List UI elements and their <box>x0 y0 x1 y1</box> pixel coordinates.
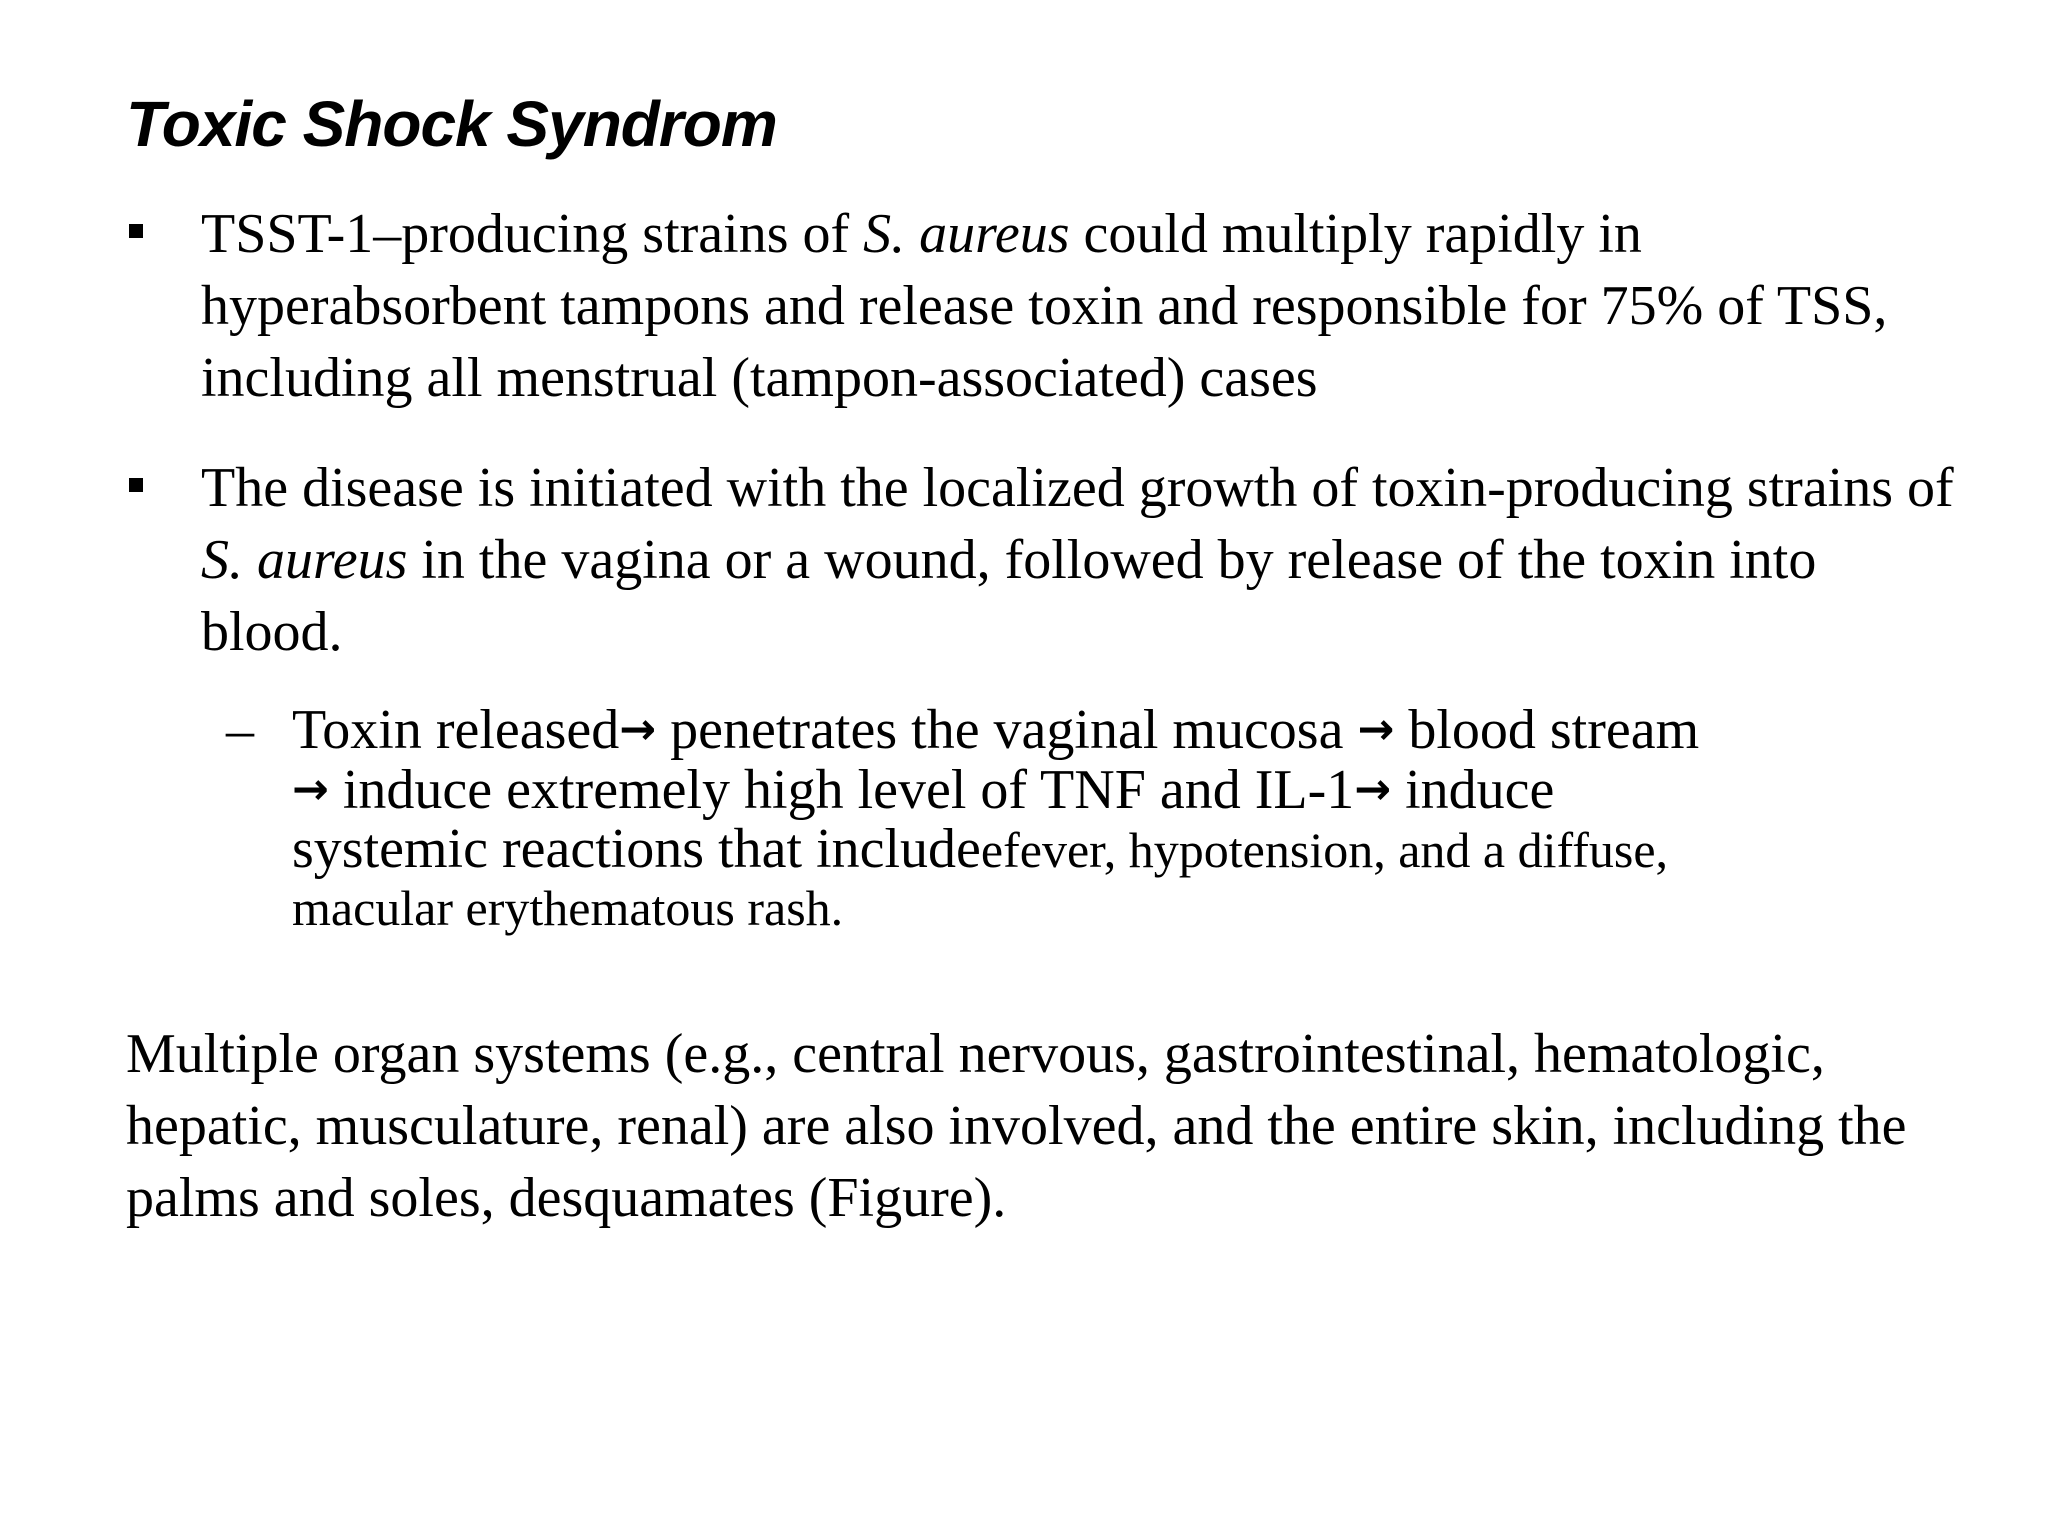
sub-bullet-line <box>292 760 1952 820</box>
slide-title: Toxic Shock Syndrom <box>126 88 777 160</box>
bullet-text-part: TSST-1–producing strains of <box>201 203 864 265</box>
sub-text-part: blood stream <box>1394 699 1700 761</box>
bullet-text <box>201 452 1961 668</box>
right-arrow-icon: → <box>292 764 329 815</box>
bullet-text <box>201 198 1961 414</box>
bullet-text-part: The disease is initiated with the localized growth of toxin-producing strains of <box>201 457 1954 519</box>
dash-bullet-icon: – <box>226 699 254 761</box>
bullet-text-part: could multiply rapidly in hyperabsorbent tampons and release toxin and responsible for 75% of TSS, including all menstrual (tampon-associated) cases <box>201 203 1888 409</box>
square-bullet-icon <box>129 478 143 492</box>
right-arrow-icon: → <box>1357 704 1395 755</box>
bullet-text-part: in the vagina or a wound, followed by release of the toxin into blood. <box>201 529 1817 663</box>
sub-bullet-line <box>292 820 1952 879</box>
sub-text-part: efever, hypotension, and a diffuse, <box>980 822 1669 878</box>
right-arrow-icon: → <box>619 704 657 755</box>
sub-text-part: Toxin released <box>292 699 620 761</box>
sub-bullet-line: macular erythematous rash. <box>292 880 844 936</box>
sub-text-part: induce <box>1391 759 1555 821</box>
square-bullet-icon <box>129 224 143 238</box>
body-paragraph: Multiple organ systems (e.g., central nervous, gastrointestinal, hematologic, hepatic, musculature, renal) are also involved, and the entire skin, including the palms and soles, desquamates (Figure). <box>126 1023 1907 1229</box>
sub-text-part: induce extremely high level of TNF and IL-1 <box>328 759 1355 821</box>
sub-text-part: penetrates the vaginal mucosa <box>656 699 1358 761</box>
sub-text-part: systemic reactions that include <box>292 818 981 880</box>
sub-bullet-text <box>292 700 1952 937</box>
right-arrow-icon: → <box>1354 764 1392 815</box>
species-name: S. aureus <box>863 203 1070 265</box>
sub-bullet-line <box>292 700 1952 760</box>
species-name: S. aureus <box>201 529 408 591</box>
